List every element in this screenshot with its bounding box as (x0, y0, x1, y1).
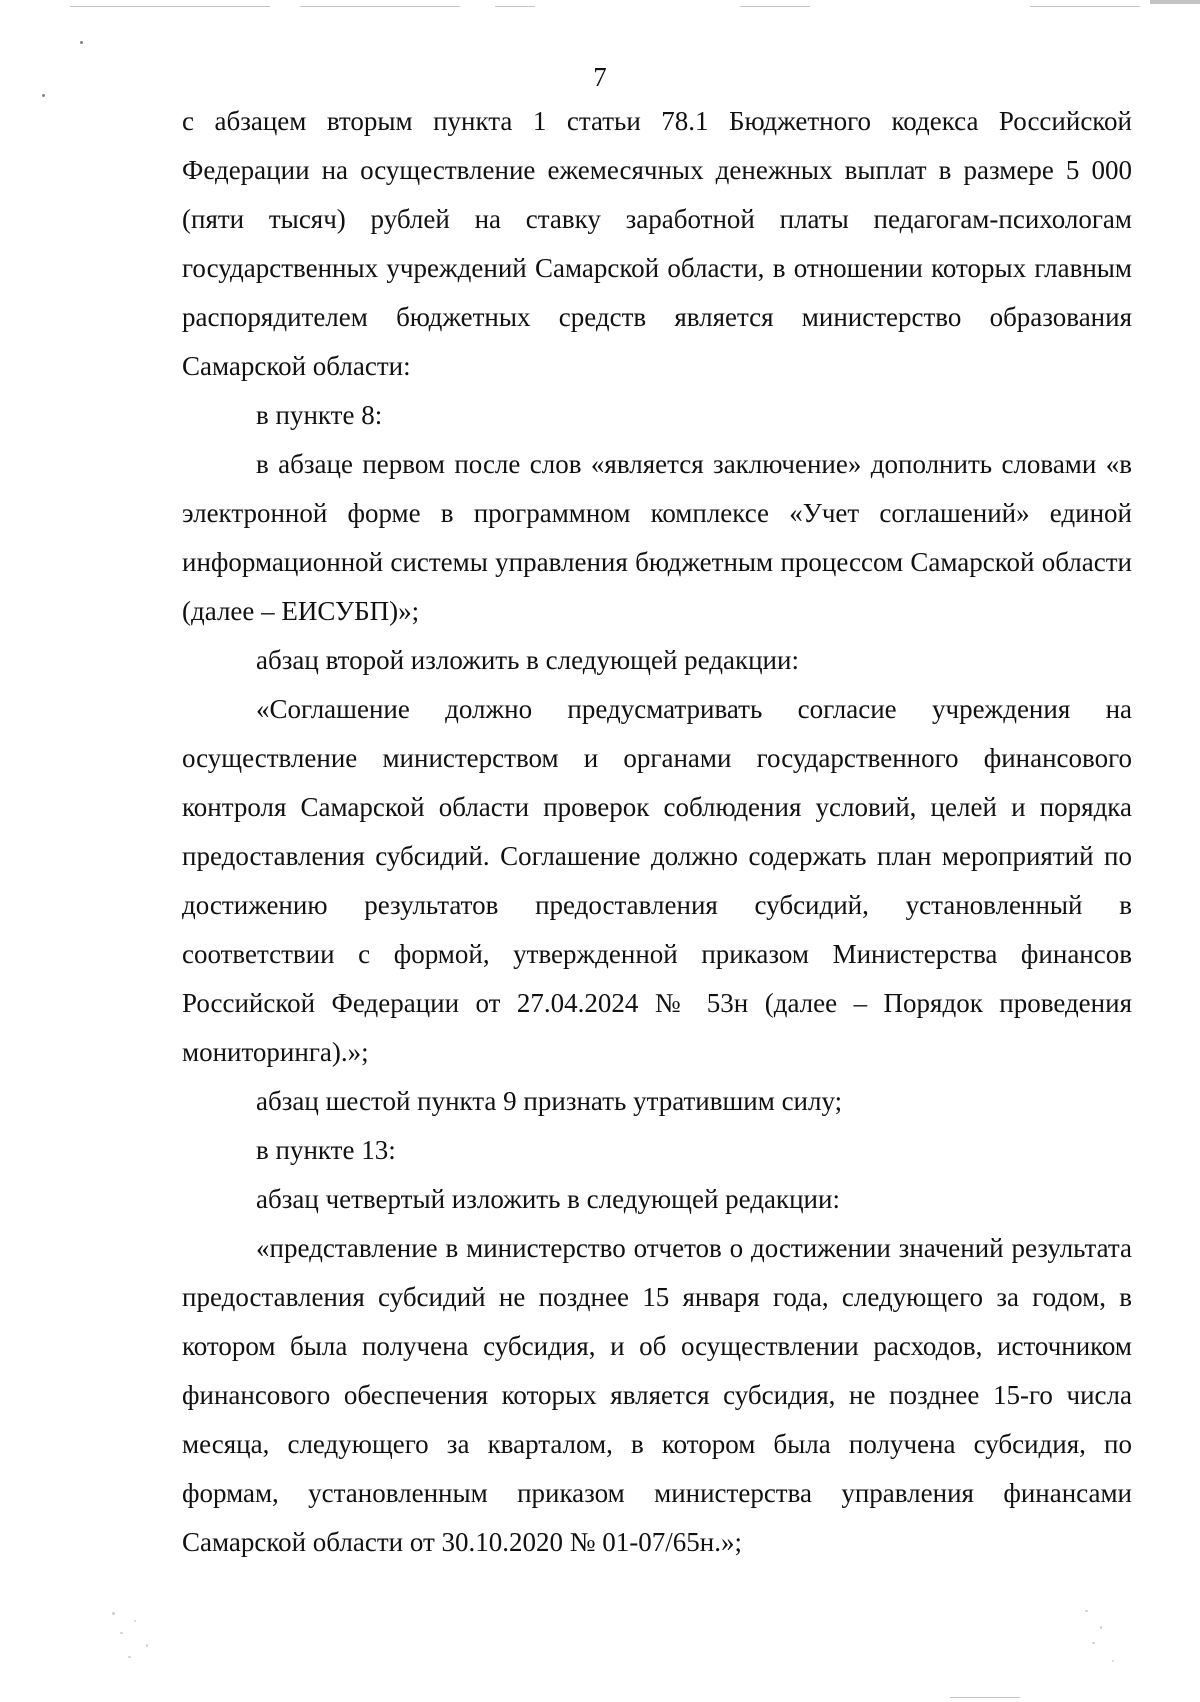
paragraph-first-indent-amendment: в абзаце первом после слов «является заключение» дополнить словами «в электронной форме в программном комплексе «Учет соглашений» единой информационной системы управления бюджетным процессом Самарской области (далее – ЕИСУБП)»; (182, 449, 1132, 626)
paragraph-second-indent-heading: абзац второй изложить в следующей редакции: (256, 645, 799, 675)
scan-edge-mark (1030, 6, 1140, 7)
paragraph-fourth-indent-heading: абзац четвертый изложить в следующей редакции: (256, 1184, 840, 1214)
scan-speckle (1112, 1660, 1114, 1662)
page-number: 7 (593, 62, 607, 92)
paragraph-point-9: абзац шестой пункта 9 признать утратившим силу; (256, 1086, 843, 1116)
document-body (182, 97, 1132, 1567)
scan-speckle (112, 1612, 115, 1615)
scan-speckle (120, 1632, 123, 1634)
paragraph-point-8: в пункте 8: (256, 400, 383, 430)
scan-edge-mark (950, 1697, 1020, 1698)
scan-speckle (134, 1620, 136, 1622)
scan-speckle (128, 1656, 131, 1658)
scan-edge-mark (1150, 0, 1200, 4)
scan-edge-mark (495, 6, 535, 7)
scan-edge-mark (300, 6, 460, 7)
scan-edge-mark (740, 6, 810, 7)
paragraph-reporting-text: «представление в министерство отчетов о достижении значений результата предоставления субсидий не позднее 15 января года, следующего за годом, в котором была получена субсидия, и об осуществлении расходов, источником финансового обеспечения которых является субсидия, не позднее 15-го числа месяца, следующего за кварталом, в котором была получена субсидия, по формам, установленным приказом министерства управления финансами Самарской области от 30.10.2020 № 01-07/65н.»; (182, 1233, 1132, 1557)
scan-speckle (1100, 1626, 1102, 1629)
paragraph-funding-basis: с абзацем вторым пункта 1 статьи 78.1 Бюджетного кодекса Российской Федерации на осуществление ежемесячных денежных выплат в размере 5 000 (пяти тысяч) рублей на ставку заработной платы педагогам-психологам государственных учреждений Самарской области, в отношении которых главным распорядителем бюджетных средств является министерство образования Самарской области: (182, 106, 1132, 381)
scan-dot (42, 94, 45, 97)
paragraph-agreement-text: «Соглашение должно предусматривать согласие учреждения на осуществление министерством и органами государственного финансового контроля Самарской области проверок соблюдения условий, целей и порядка предоставления субсидий. Соглашение должно содержать план мероприятий по достижению результатов предоставления субсидий, установленный в соответствии с формой, утвержденной приказом Министерства финансов Российской Федерации от 27.04.2024 № 53н (далее – Порядок проведения мониторинга).»; (182, 694, 1132, 1067)
paragraph-point-13: в пункте 13: (256, 1135, 396, 1165)
scan-dot (80, 41, 83, 44)
scan-edge-mark (70, 6, 270, 7)
scan-speckle (146, 1644, 148, 1647)
scan-speckle (1085, 1610, 1088, 1612)
scan-speckle (1092, 1642, 1095, 1644)
